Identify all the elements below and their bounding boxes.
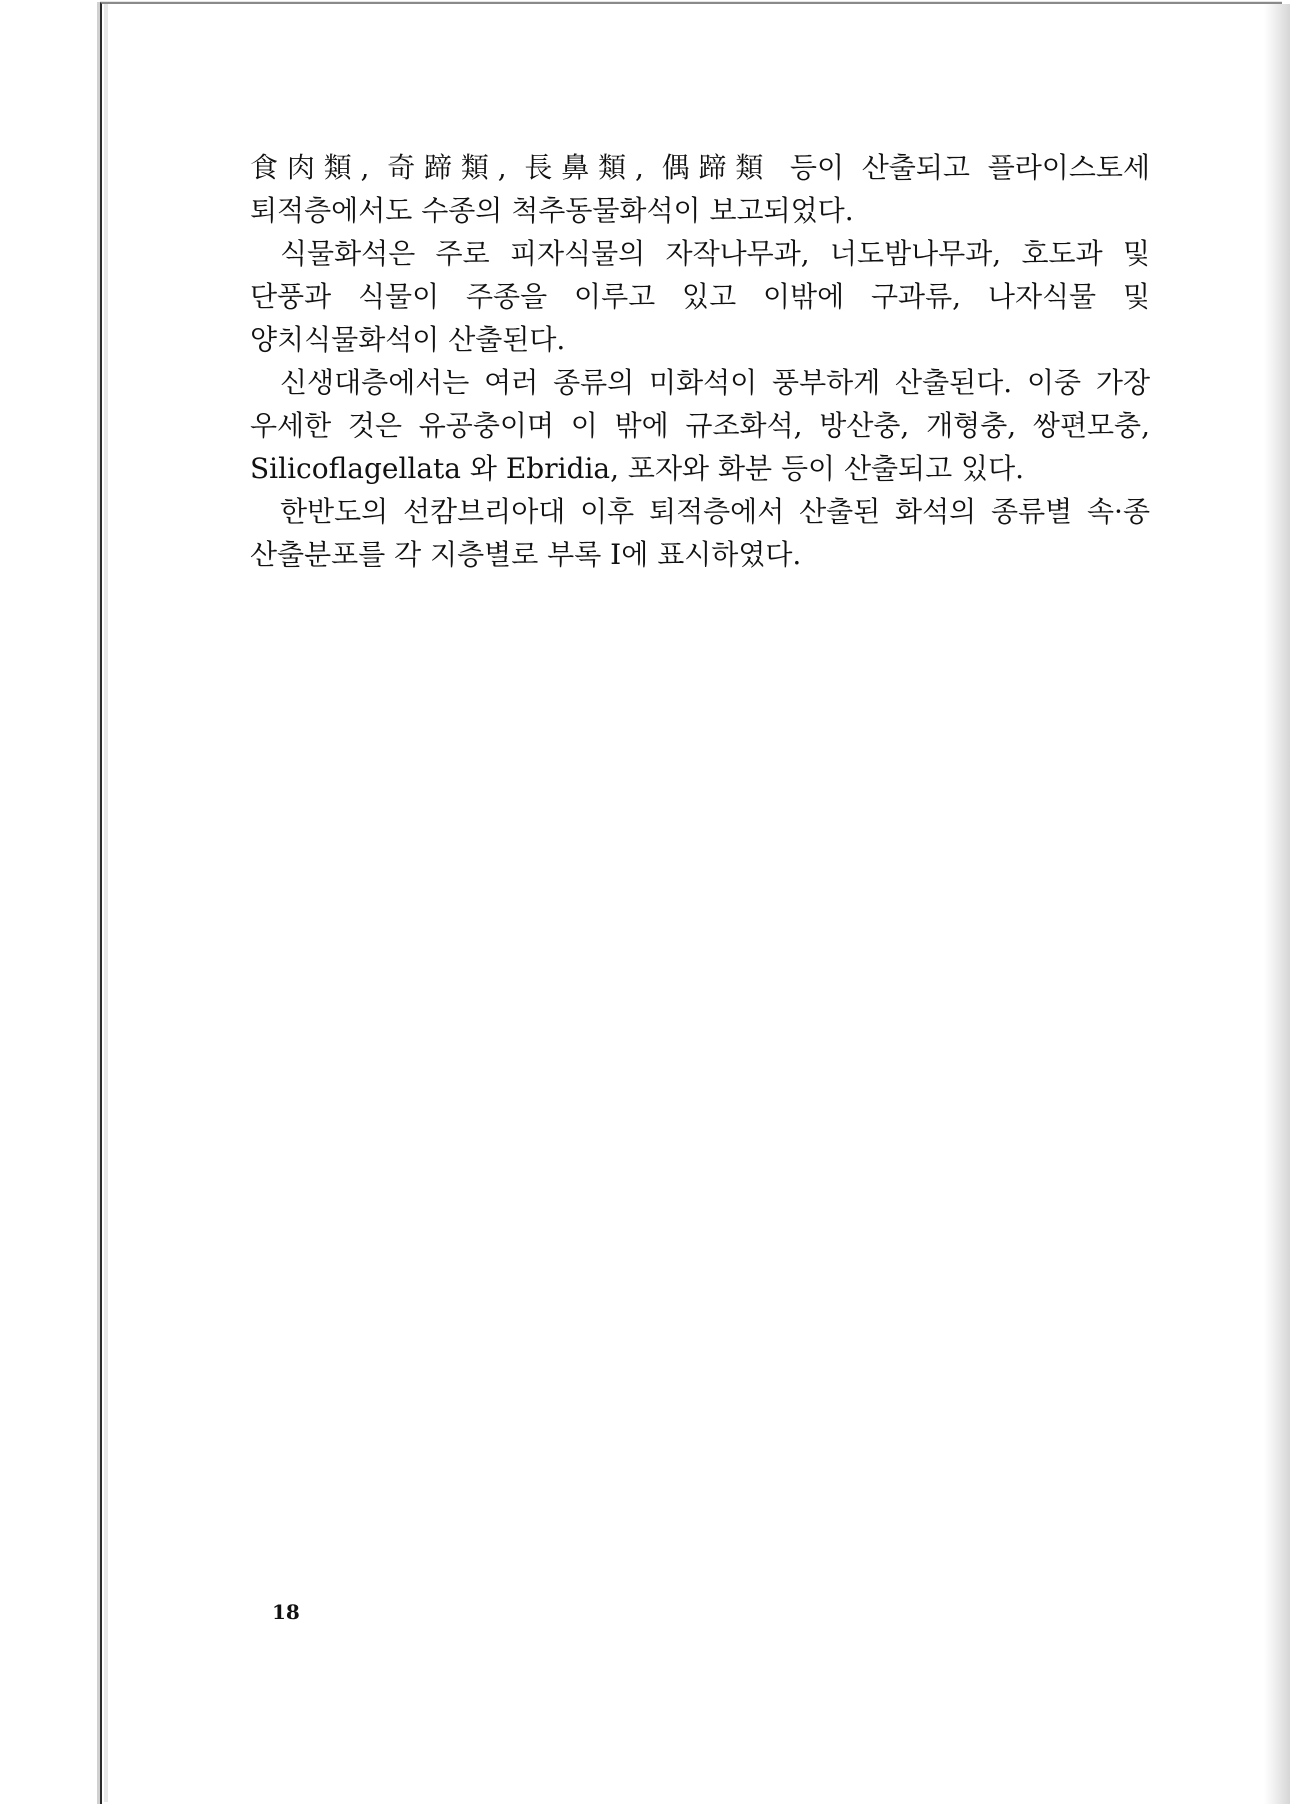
paragraph-1: 食肉類, 奇蹄類, 長鼻類, 偶蹄類 등이 산출되고 플라이스토세 퇴적층에서도 수종의 척추동물화석이 보고되었다. (250, 151, 1150, 227)
body-text (250, 146, 1150, 576)
paragraph-2: 식물화석은 주로 피자식물의 자작나무과, 너도밤나무과, 호도과 및 단풍과 식물이 주종을 이루고 있고 이밖에 구과류, 나자식물 및 양치식물화석이 산출된다. (250, 237, 1150, 356)
paragraph-4: 한반도의 선캄브리아대 이후 퇴적층에서 산출된 화석의 종류별 속·종 산출분포를 각 지층별로 부록 Ⅰ에 표시하였다. (250, 495, 1150, 571)
paragraph-3: 신생대층에서는 여러 종류의 미화석이 풍부하게 산출된다. 이중 가장 우세한 것은 유공충이며 이 밖에 규조화석, 방산충, 개형충, 쌍편모충, Silicoflagellata 와 Ebridia, 포자와 화분 등이 산출되고 있다. (250, 366, 1150, 485)
page-number: 18 (272, 1600, 300, 1624)
page-edge-shadow (104, 4, 108, 1802)
